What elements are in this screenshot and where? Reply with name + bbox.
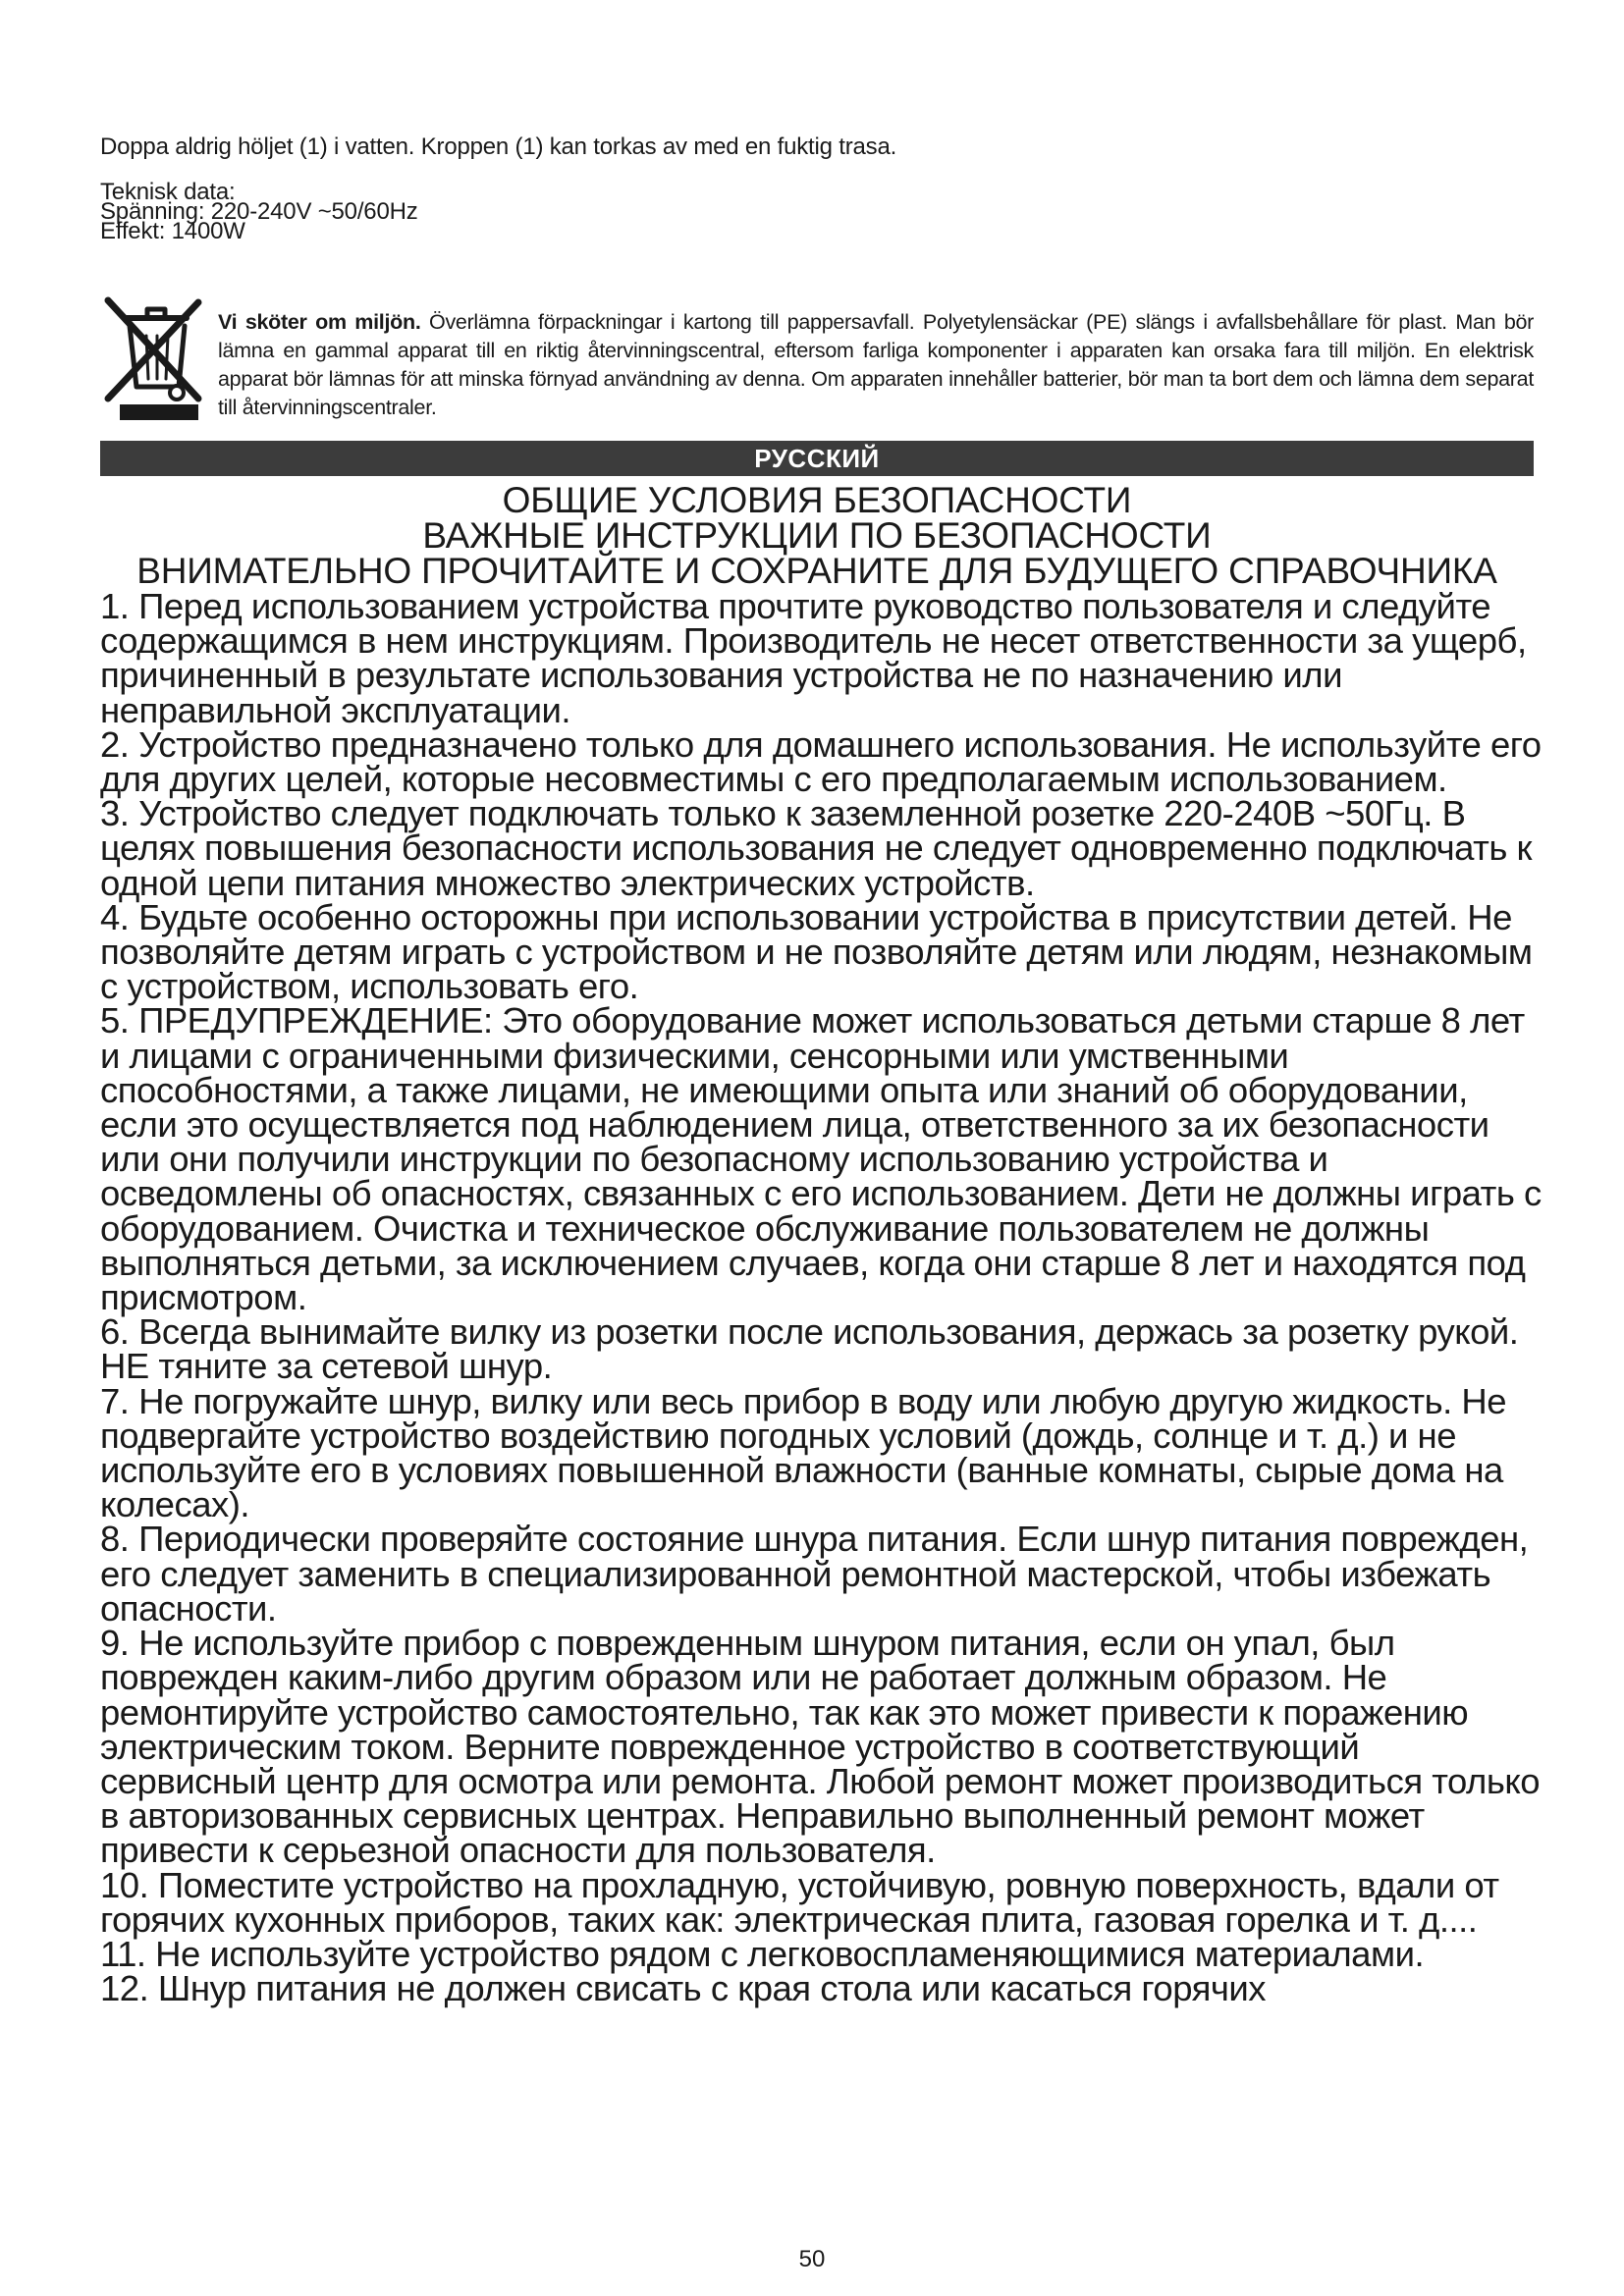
- instruction-item: 4. Будьте особенно осторожны при использовании устройства в присутствии детей. Не позволяйте детям играть с устройством и не позволяйте детям или людям, незнакомым с устройством, использовать его.: [100, 896, 1533, 1007]
- instruction-item: 9. Не используйте прибор с поврежденным шнуром питания, если он упал, был поврежден каким-либо другим образом или не работает должным образом. Не ремонтируйте устройство самостоятельно, так как это может привести к поражению электрическим током. Верните поврежденное устройство в соответствующий сервисный центр для осмотра или ремонта. Любой ремонт может производиться только в авторизованных сервисных центрах. Неправильно выполненный ремонт может привести к серьезной опасности для пользователя.: [100, 1623, 1541, 1871]
- instruction-item: 8. Периодически проверяйте состояние шнура питания. Если шнур питания поврежден, его следует заменить в специализированной ремонтной мастерской, чтобы избежать опасности.: [100, 1519, 1529, 1629]
- voltage-spec: Spänning: 220-240V ~50/60Hz: [100, 198, 418, 225]
- instruction-item: 11. Не используйте устройство рядом с легковоспламеняющимися материалами.: [100, 1933, 1425, 1974]
- power-spec: Effekt: 1400W: [100, 218, 245, 244]
- swedish-cleaning-note: Doppa aldrig höljet (1) i vatten. Kroppen (1) kan torkas av med en fuktig trasa.: [100, 133, 897, 160]
- technical-data: [100, 179, 1534, 244]
- safety-instructions-list: [100, 586, 1543, 2009]
- page-number: 50: [798, 2246, 826, 2272]
- safety-titles: [100, 480, 1534, 591]
- title-important-instructions: ВАЖНЫЕ ИНСТРУКЦИИ ПО БЕЗОПАСНОСТИ: [422, 515, 1212, 556]
- environment-notice-text: [218, 308, 1534, 422]
- instruction-item: 7. Не погружайте шнур, вилку или весь прибор в воду или любую другую жидкость. Не подвергайте устройство воздействию погодных условий (дождь, солнце и т. д.) и не используйте его в условиях повышенной влажности (ванные комнаты, сырые дома на колесах).: [100, 1380, 1507, 1525]
- environment-notice: [100, 296, 1534, 422]
- language-section-bar: РУССКИЙ: [100, 441, 1534, 476]
- instruction-item: 10. Поместите устройство на прохладную, устойчивую, ровную поверхность, вдали от горячих кухонных приборов, таких как: электрическая плита, газовая горелка и т. д....: [100, 1864, 1499, 1940]
- crossed-out-wheelie-bin-icon: [100, 296, 218, 422]
- instruction-item: 6. Всегда вынимайте вилку из розетки после использования, держась за розетку рукой. НЕ тяните за сетевой шнур.: [100, 1311, 1519, 1387]
- title-general-safety: ОБЩИЕ УСЛОВИЯ БЕЗОПАСНОСТИ: [502, 480, 1132, 520]
- technical-data-title: Teknisk data:: [100, 179, 236, 205]
- instruction-item: 2. Устройство предназначено только для домашнего использования. Не используйте его для других целей, которые несовместимы с его предполагаемым использованием.: [100, 723, 1542, 800]
- title-read-and-keep: ВНИМАТЕЛЬНО ПРОЧИТАЙТЕ И СОХРАНИТЕ ДЛЯ БУДУЩЕГО СПРАВОЧНИКА: [136, 551, 1497, 591]
- environment-notice-lead: Vi sköter om miljön.: [218, 310, 421, 334]
- instruction-item: 12. Шнур питания не должен свисать с края стола или касаться горячих: [100, 1968, 1267, 2009]
- instruction-item: 5. ПРЕДУПРЕЖДЕНИЕ: Это оборудование может использоваться детьми старше 8 лет и лицами с ограниченными физическими, сенсорными или умственными способностями, а также лицами, не имеющими опыта или знаний об оборудовании, если это осуществляется под наблюдением лица, ответственного за их безопасности или они получили инструкции по безопасному использованию устройства и осведомлены об опасностях, связанных с его использованием. Дети не должны играть с оборудованием. Очистка и техническое обслуживание пользователем не должны выполняться детьми, за исключением случаев, когда они старше 8 лет и находятся под присмотром.: [100, 1000, 1542, 1318]
- instruction-item: 1. Перед использованием устройства прочтите руководство пользователя и следуйте содержащимся в нем инструкциям. Производитель не несет ответственности за ущерб, причиненный в результате использования устройства не по назначению или неправильной эксплуатации.: [100, 586, 1527, 730]
- instruction-item: 3. Устройство следует подключать только к заземленной розетке 220-240В ~50Гц. В целях повышения безопасности использования не следует одновременно подключать к одной цепи питания множество электрических устройств.: [100, 793, 1532, 903]
- environment-notice-body: Överlämna förpackningar i kartong till pappersavfall. Polyetylensäckar (PE) slängs i avfallsbehållare för plast. Man bör lämna en gammal apparat till en riktig återvinningscentral, eftersom farliga komponenter i apparaten kan orsaka fara till miljön. En elektrisk apparat bör lämnas för att minska förnyad användning av denna. Om apparaten innehåller batterier, bör man ta bort dem och lämna dem separat till återvinningscentraler.: [218, 310, 1535, 419]
